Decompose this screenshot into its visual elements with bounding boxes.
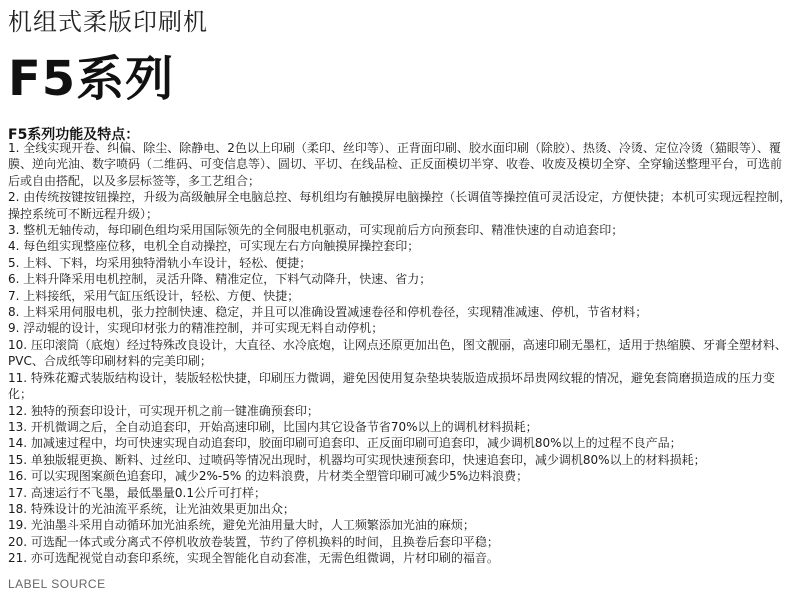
feature-item: 11. 特殊花瓣式装版结构设计，装版轻松快捷，印刷压力微调，避免因使用复杂垫块装版造成损坏昂贵网纹辊的情况，避免套筒磨损造成的压力变化；: [8, 370, 775, 402]
feature-item: 21. 亦可选配视觉自动套印系统，实现全智能化自动套准，无需色组微调，片材印刷的福音。: [8, 551, 499, 566]
feature-item: 9. 浮动辊的设计，实现印材张力的精准控制，并可实现无料自动停机；: [8, 321, 384, 336]
feature-item: 15. 单独版辊更换、断料、过丝印、过喷码等情况出现时，机器均可实现快速预套印，快速追套印，减少调机80%以上的材料损耗；: [8, 452, 706, 467]
feature-item: 5. 上料、下料，均采用独特滑轨小车设计，轻松、便捷；: [8, 255, 312, 270]
feature-item: 3. 整机无轴传动，每印刷色组均采用国际领先的全伺服电机驱动，可实现前后方向预套印、精准快速的自动追套印；: [8, 223, 624, 238]
feature-list: [8, 140, 792, 567]
feature-item: 1. 全线实现开卷、纠偏、除尘、除静电、2色以上印刷（柔印、丝印等）、正背面印刷、胶水面印刷（除胶）、热烫、冷烫、定位冷烫（猫眼等）、覆膜、逆向光油、数字喷码（二维码、可变信息等）、圆切、平切、在线品检、正反面模切半穿、收卷、收废及模切全穿、全穿输送整理平台，可选前后或自由搭配，以及多层标签等，多工艺组合；: [8, 141, 783, 188]
feature-item: 8. 上料采用伺服电机，张力控制快速、稳定，并且可以准确设置减速卷径和停机卷径，实现精准减速、停机，节省材料；: [8, 305, 648, 320]
feature-item: 6. 上料升降采用电机控制，灵活升降、精准定位，下料气动降升，快速、省力；: [8, 272, 432, 287]
feature-item: 7. 上料接纸，采用气缸压纸设计，轻松、方便、快捷；: [8, 288, 300, 303]
feature-item: 16. 可以实现图案颜色追套印，减少2%-5% 的边料浪费，片材类全塑管印刷可减少5%边料浪费；: [8, 469, 529, 484]
feature-item: 2. 由传统按键按钮操控，升级为高级触屏全电脑总控、每机组均有触摸屏电脑操控（长调值等操控值可灵活设定，方便快捷；本机可实现远程控制，操控系统可不断远程升级）；: [8, 190, 792, 221]
features-heading: F5系列功能及特点：: [8, 127, 140, 143]
feature-item: 17. 高速运行不飞墨，最低墨量0.1公斤可打样；: [8, 485, 266, 500]
feature-item: 4. 每色组实现整座位移，电机全自动操控，可实现左右方向触摸屏操控套印；: [8, 239, 420, 254]
feature-item: 20. 可选配一体式或分离式不停机收放卷装置，节约了停机换料的时间，且换卷后套印平稳；: [8, 534, 499, 549]
feature-item: 18. 特殊设计的光油流平系统，让光油效果更加出众；: [8, 501, 295, 516]
source-label: LABEL SOURCE: [8, 577, 106, 591]
feature-item: 14. 加减速过程中，均可快速实现自动追套印，胶面印刷可追套印、正反面印刷可追套印，减少调机80%以上的过程不良产品；: [8, 436, 682, 451]
feature-item: 19. 光油墨斗采用自动循环加光油系统，避免光油用量大时，人工频繁添加光油的麻烦；: [8, 518, 475, 533]
feature-item: 13. 开机微调之后，全自动追套印，开始高速印刷，比国内其它设备节省70%以上的调机材料损耗；: [8, 419, 538, 434]
product-subtitle: 机组式柔版印刷机: [8, 8, 208, 36]
feature-item: 12. 独特的预套印设计，可实现开机之前一键准确预套印；: [8, 403, 319, 418]
feature-item: 10. 压印滚筒（底炮）经过特殊改良设计，大直径、水冷底炮，让网点还原更加出色，图文靓丽，高速印刷无墨杠，适用于热缩膜、牙膏全塑材料、PVC、合成纸等印刷材料的完美印刷；: [8, 337, 787, 369]
series-title: F5系列: [8, 51, 175, 107]
